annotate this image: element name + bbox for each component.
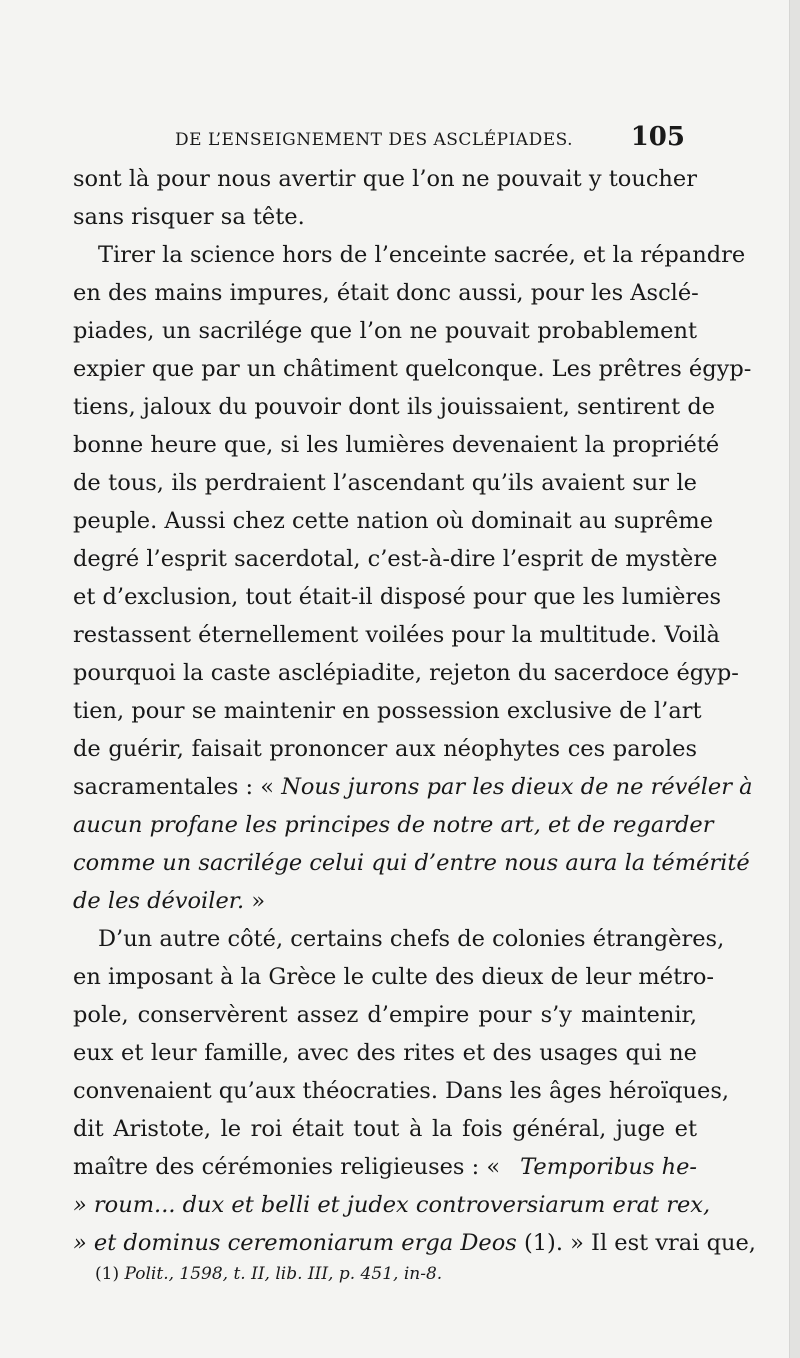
text-span: . » Il est vrai que, — [555, 1230, 756, 1256]
text-line — [73, 768, 753, 806]
footnote-text: Polit., 1598, t. II, lib. III, p. 451, in-8. — [124, 1264, 443, 1284]
text-line: de guérir, faisait prononcer aux néophytes ces paroles — [73, 736, 697, 762]
text-line: dit Aristote, le roi était tout à la fois général, juge et — [73, 1116, 697, 1142]
footnote-marker: (1) — [95, 1264, 120, 1284]
text-line: en imposant à la Grèce le culte des dieux de leur métro- — [73, 964, 715, 990]
text-line: sont là pour nous avertir que l’on ne pouvait y toucher — [73, 166, 697, 192]
text-line: tien, pour se maintenir en possession exclusive de l’art — [73, 698, 702, 724]
text-line: degré l’esprit sacerdotal, c’est-à-dire l’esprit de mystère — [73, 546, 718, 572]
text-line — [73, 1148, 697, 1186]
text-span: maître des cérémonies religieuses : « — [73, 1154, 501, 1180]
text-line: » roum... dux et belli et judex controversiarum erat rex, — [73, 1192, 711, 1218]
text-line: pourquoi la caste asclépiadite, rejeton du sacerdoce égyp- — [73, 660, 739, 686]
text-line: piades, un sacrilége que l’on ne pouvait probablement — [73, 318, 697, 344]
text-line: comme un sacrilége celui qui d’entre nous aura la témérité — [73, 850, 750, 876]
text-line: tiens, jaloux du pouvoir dont ils jouissaient, sentirent de — [73, 394, 716, 420]
text-line: de tous, ils perdraient l’ascendant qu’ils avaient sur le — [73, 470, 697, 496]
text-line: convenaient qu’aux théocraties. Dans les âges héroïques, — [73, 1078, 730, 1104]
footnote-ref: (1) — [523, 1230, 556, 1256]
running-title: DE L’ENSEIGNEMENT DES ASCLÉPIADES. — [175, 130, 574, 150]
text-line: peuple. Aussi chez cette nation où dominait au suprême — [73, 508, 714, 534]
text-span — [73, 1224, 556, 1262]
text-line: et d’exclusion, tout était-il disposé pour que les lumières — [73, 584, 722, 610]
text-span: » — [244, 888, 266, 914]
page-header — [175, 122, 685, 158]
quote-span: de les dévoiler. — [73, 888, 245, 914]
quote-span: Temporibus he- — [520, 1154, 697, 1180]
text-line: eux et leur famille, avec des rites et des usages qui ne — [73, 1040, 697, 1066]
quote-span: » et dominus ceremoniarum erga Deos — [73, 1230, 517, 1256]
page-edge — [789, 0, 800, 1358]
text-line: aucun profane les principes de notre art, et de regarder — [73, 812, 714, 838]
text-line — [73, 882, 697, 920]
text-line: D’un autre côté, certains chefs de colonies étrangères, — [98, 926, 725, 952]
text-line: bonne heure que, si les lumières devenaient la propriété — [73, 432, 720, 458]
text-line — [73, 1224, 756, 1262]
text-line: sans risquer sa tête. — [73, 204, 305, 230]
footnote — [95, 1264, 575, 1284]
text-line: Tirer la science hors de l’enceinte sacrée, et la répandre — [98, 242, 746, 268]
text-line: restassent éternellement voilées pour la multitude. Voilà — [73, 622, 720, 648]
text-span: sacramentales : « — [73, 774, 275, 800]
quote-span: Nous jurons par les dieux de ne révéler à — [281, 774, 753, 800]
text-line: en des mains impures, était donc aussi, pour les Asclé- — [73, 280, 699, 306]
text-line: expier que par un châtiment quelconque. Les prêtres égyp- — [73, 356, 752, 382]
text-line: pole, conservèrent assez d’empire pour s’y maintenir, — [73, 1002, 697, 1028]
page-number: 105 — [630, 122, 685, 152]
